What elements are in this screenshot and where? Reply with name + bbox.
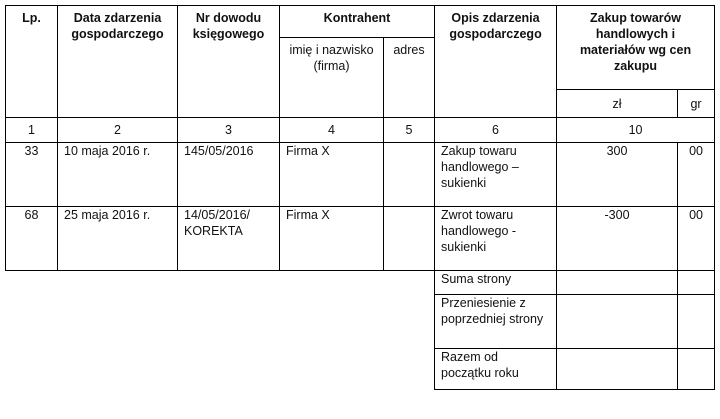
row-contractor-address	[384, 207, 435, 271]
row-date: 25 maja 2016 r.	[58, 207, 178, 271]
carry-over-label: Przeniesienie z poprzedniej strony	[435, 295, 557, 349]
column-number: 1	[6, 118, 58, 143]
year-total-label: Razem od początku roku	[435, 349, 557, 390]
table-row	[6, 143, 715, 207]
row-amount-gr: 00	[678, 143, 715, 207]
year-total-zl	[557, 349, 678, 390]
column-number: 10	[557, 118, 715, 143]
header-purchase: Zakup towarów handlowych i materiałów wg cen zakupu	[557, 6, 715, 90]
row-description: Zwrot towaru handlowego - sukienki	[435, 207, 557, 271]
summary-page-gr	[678, 271, 715, 295]
header-contractor: Kontrahent	[280, 6, 435, 38]
column-number: 4	[280, 118, 384, 143]
header-description: Opis zdarzenia gospodarczego	[435, 6, 557, 118]
row-doc-number: 14/05/2016/ KOREKTA	[178, 207, 280, 271]
row-contractor-name: Firma X	[280, 143, 384, 207]
summary-row	[6, 271, 715, 295]
header-contractor-address: adres	[384, 38, 435, 118]
column-number: 3	[178, 118, 280, 143]
ledger-table	[5, 5, 715, 390]
carry-over-gr	[678, 295, 715, 349]
row-doc-number: 145/05/2016	[178, 143, 280, 207]
row-lp: 33	[6, 143, 58, 207]
year-total-gr	[678, 349, 715, 390]
row-amount-zl: 300	[557, 143, 678, 207]
column-number: 6	[435, 118, 557, 143]
row-date: 10 maja 2016 r.	[58, 143, 178, 207]
header-doc-number: Nr dowodu księgowego	[178, 6, 280, 118]
column-number: 2	[58, 118, 178, 143]
summary-page-label: Suma strony	[435, 271, 557, 295]
row-description: Zakup towaru handlowego – sukienki	[435, 143, 557, 207]
row-contractor-address	[384, 143, 435, 207]
summary-page-zl	[557, 271, 678, 295]
row-contractor-name: Firma X	[280, 207, 384, 271]
summary-row	[6, 295, 715, 349]
table-row	[6, 207, 715, 271]
row-lp: 68	[6, 207, 58, 271]
column-number: 5	[384, 118, 435, 143]
carry-over-zl	[557, 295, 678, 349]
summary-row	[6, 349, 715, 390]
header-date: Data zdarzenia gospodarczego	[58, 6, 178, 118]
row-amount-gr: 00	[678, 207, 715, 271]
header-contractor-name: imię i nazwisko (firma)	[280, 38, 384, 118]
row-amount-zl: -300	[557, 207, 678, 271]
header-gr: gr	[678, 90, 715, 118]
header-lp: Lp.	[6, 6, 58, 118]
header-zl: zł	[557, 90, 678, 118]
